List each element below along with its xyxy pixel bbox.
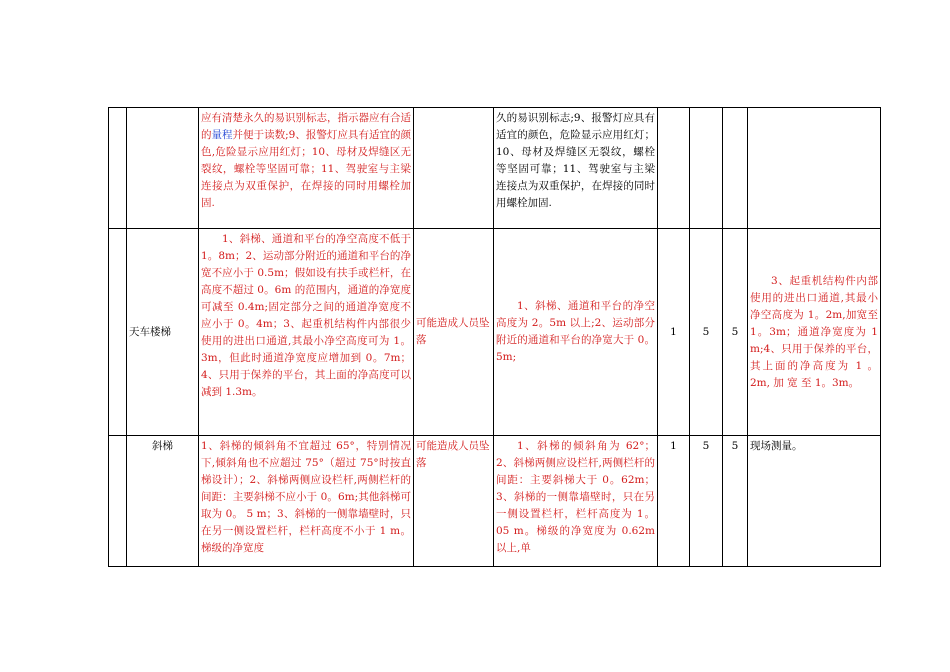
measure-cell [748,108,881,229]
l-cell: 1 [658,436,690,567]
table-row [109,108,881,229]
l-cell: 1 [658,229,690,436]
status-cell: 1、斜梯的倾斜角为 62°；2、斜梯两侧应设栏杆,两侧栏杆的间距：主要斜梯大于 0。62m；3、斜梯的一侧靠墙壁时，只在另一侧设置栏杆，栏杆高度为 1。05 m。梯级的净宽度为 0.62m 以上,单 [494,436,658,567]
c-cell [723,108,748,229]
standard-text: 应有清楚永久的易识别标志，指示器应有合适的 [201,112,411,141]
measure-cell: 3、起重机结构件内部使用的进出口通道,其最小净空高度为 1。2m,加宽至 1。3m；通道净宽度为 1 m;4、只用于保养的平台，其上面的净高度为 1 。 2m, 加 宽 至 1。3m。 [748,229,881,436]
l-cell [658,108,690,229]
hazard-cell [414,108,494,229]
blank-cell [109,229,127,436]
e-cell: 5 [690,436,723,567]
standard-text: 并便于读数;9、报警灯应具有适宜的颜色,危险显示应用红灯；10、母材及焊缝区无裂纹，螺栓等坚固可靠；11、驾驶室与主梁连接点为双重保护，在焊接的同时用螺栓加固. [201,129,412,209]
e-cell: 5 [690,229,723,436]
item-cell [127,108,199,229]
standard-link[interactable]: 量程 [211,129,233,141]
table-row [109,436,881,567]
blank-cell [109,436,127,567]
table-row [109,229,881,436]
c-cell: 5 [723,436,748,567]
standard-cell: 1、斜梯的倾斜角不宜超过 65°，特别情况下,倾斜角也不应超过 75°（超过 75°时按直梯设计）；2、斜梯两侧应设栏杆,两侧栏杆的间距：主要斜梯不应小于 0。6m;其他斜梯可取为 0。 5 m；3、斜梯的一侧靠墙壁时，只在另一侧设置栏杆，栏杆高度不小于 1 m。梯级的净宽度 [199,436,414,567]
c-cell: 5 [723,229,748,436]
blank-cell [109,108,127,229]
hazard-cell: 可能造成人员坠落 [414,229,494,436]
hazard-cell: 可能造成人员坠落 [414,436,494,567]
status-cell: 1、斜梯、通道和平台的净空高度为 2。5m 以上;2、运动部分附近的通道和平台的净宽大于 0。5m; [494,229,658,436]
standard-cell: 1、斜梯、通道和平台的净空高度不低于 1。8m；2、运动部分附近的通道和平台的净宽不应小于 0.5m；假如设有扶手或栏杆，在高度不超过 0。6m 的范围内，通道的净宽度可减至 0.4m;固定部分之间的通道净宽度不应小于 0。4m；3、起重机结构件内部很少使用的进出口通道,其最小净空高度可为 1。3m，但此时通道净宽度应增加到 0。7m；4、只用于保养的平台，其上面的净高度可以减到 1.3m。 [199,229,414,436]
item-cell: 斜梯 [127,436,199,567]
item-cell: 天车楼梯 [127,229,199,436]
e-cell [690,108,723,229]
standard-cell [199,108,414,229]
status-cell: 久的易识别标志;9、报警灯应具有适宜的颜色，危险显示应用红灯；10、母材及焊缝区无裂纹，螺栓等坚固可靠；11、驾驶室与主梁连接点为双重保护，在焊接的同时用螺栓加固. [494,108,658,229]
risk-assessment-table [108,107,881,567]
measure-cell: 现场测量。 [748,436,881,567]
